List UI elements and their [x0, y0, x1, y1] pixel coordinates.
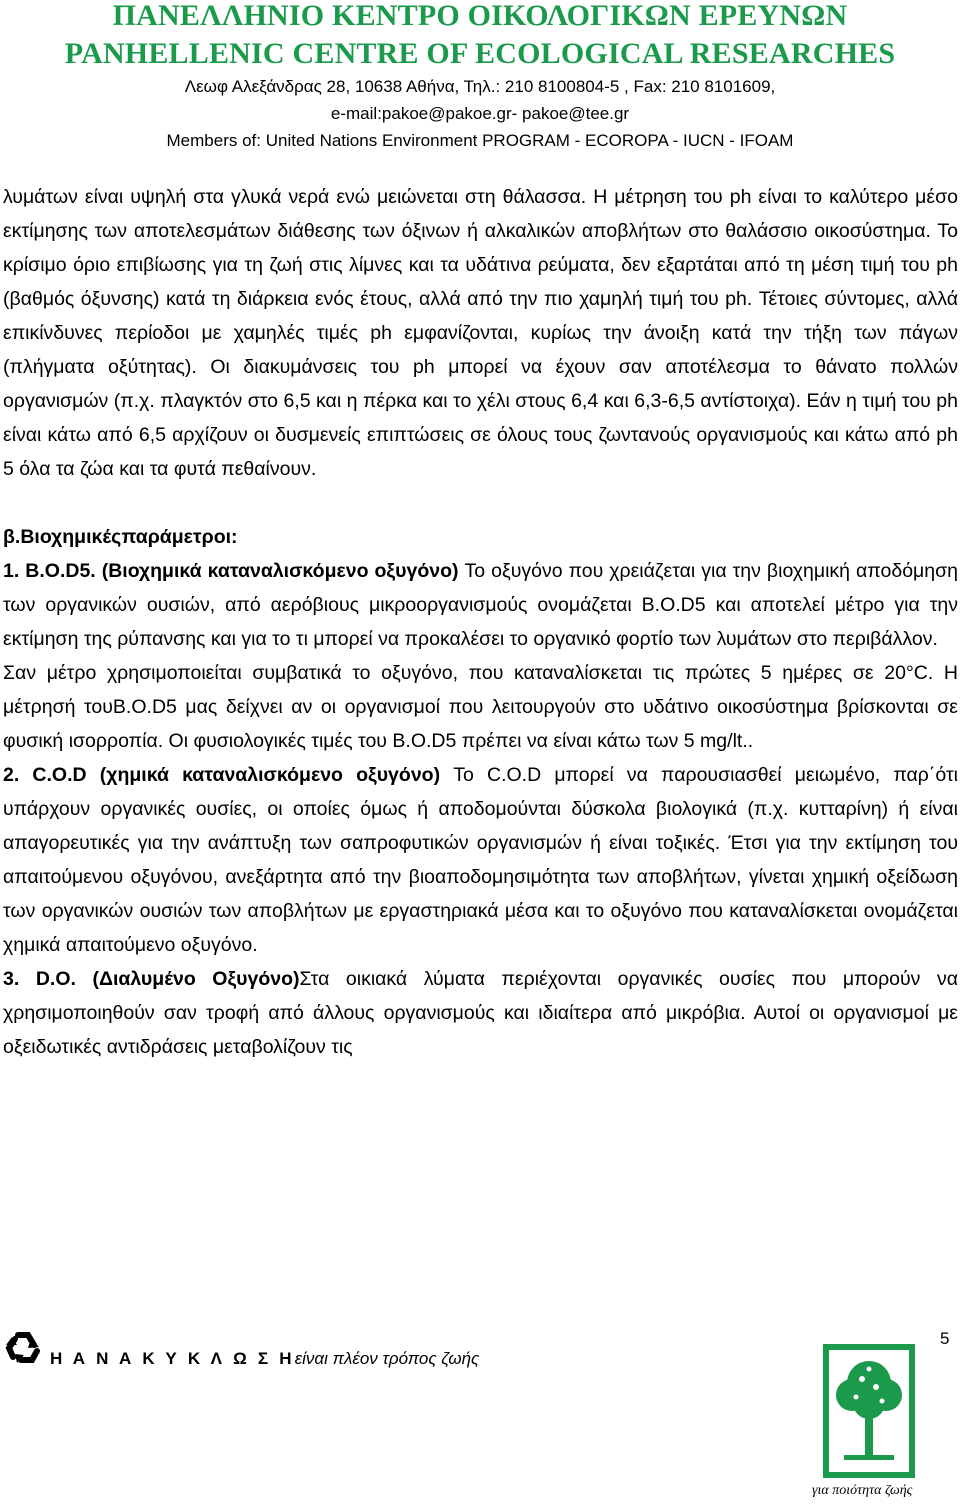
org-memberships: Members of: United Nations Environment PROGRAM - ECOROPA - IUCN - IFOAM [166, 131, 794, 150]
page-number: 5 [940, 1329, 950, 1348]
org-email: e-mail:pakoe@pakoe.gr- pakoe@tee.gr [330, 104, 630, 123]
do-paragraph [3, 962, 958, 1064]
tree-logo-icon [822, 1343, 916, 1479]
letterhead [0, 0, 960, 154]
bod-label: 1. B.O.D5. (Βιοχημικά καταναλισκόμενο οξυγόνο) [3, 560, 459, 582]
do-text: Στα οικιακά λύματα περιέχονται οργανικές ουσίες που μπορούν να χρησιμοποιηθούν σαν τροφή από άλλους οργανισμούς και ιδιαίτερα από μικρόβια. Αυτοί οι οργανισμοί με οξειδωτικές αντιδράσεις μεταβολίζουν τις [3, 968, 958, 1058]
document-body [0, 180, 960, 1064]
cod-text: Το C.O.D μπορεί να παρουσιασθεί μειωμένο, παρ΄ότι υπάρχουν οργανικές ουσίες, οι οποίες όμως ή αποδομούνται δύσκολα βιολογικά (π.χ. κυτταρίνη) ή είναι απαγορευτικές για την ανάπτυξη των σαπροφυτικών οργανισμών ή είναι τοξικές. Έτσι για την εκτίμηση του απαιτούμενου οξυγόνου, ανεξάρτητα από την βιοαποδομησιμότητα των αποβλήτων, γίνεται χημική οξείδωση των οργανικών ουσιών των αποβλήτων με εργαστηριακά μέσα και το οξυγόνο που καταναλίσκεται ονομάζεται χημικά απαιτούμενο οξυγόνο. [3, 764, 959, 956]
bod-paragraph [3, 554, 958, 656]
section-title: β.Βιοχημικέςπαράμετροι: [3, 526, 238, 548]
logo-caption: για ποιότητα ζωής [812, 1483, 913, 1498]
org-address: Λεωφ Αλεξάνδρας 28, 10638 Αθήνα, Τηλ.: 210 8100804-5 , Fax: 210 8101609, [184, 77, 776, 96]
org-name-greek: ΠΑΝΕΛΛΗΝΙΟ ΚΕΝΤΡΟ ΟΙΚΟΛΟΓΙΚΩΝ ΕΡΕΥΝΩΝ [112, 0, 848, 32]
footer-slogan [50, 1349, 479, 1369]
page-footer [0, 1325, 960, 1502]
slogan-rest: είναι πλέον τρόπος ζωής [294, 1349, 480, 1368]
bod-text: Το οξυγόνο που χρειάζεται για την βιοχημική αποδόμηση των οργανικών ουσιών, από αερόβιους μικροοργανισμούς ονομάζεται B.O.D5 και αποτελεί μέτρο για την εκτίμηση της ρύπανσης και για το τι μπορεί να προκαλέσει το οργανικό φορτίο των λυμάτων στο περιβάλλον. [3, 560, 959, 650]
ph-paragraph: λυμάτων είναι υψηλή στα γλυκά νερά ενώ μειώνεται στη θάλασσα. Η μέτρηση του ph είναι το καλύτερο μέσο εκτίμησης των αποτελεσμάτων διάθεσης των όξινων ή αλκαλικών αποβλήτων στο θαλάσσιο οικοσύστημα. Το κρίσιμο όριο επιβίωσης για τη ζωή στις λίμνες και τα υδάτινα ρεύματα, δεν εξαρτάται από τη μέση τιμή του ph (βαθμός όξυνσης) κατά τη διάρκεια ενός έτους, αλλά από την πιο χαμηλή τιμή του ph. Τέτοιες σύντομες, αλλά επικίνδυνες περίοδοι με χαμηλές τιμές ph εμφανίζονται, κυρίως την άνοιξη κατά την τήξη των πάγων (πλήγματα οξύτητας). Οι διακυμάνσεις του ph μπορεί να έχουν σαν αποτέλεσμα το θάνατο πολλών οργανισμών (π.χ. πλαγκτόν στο 6,5 και η πέρκα και το χέλι στους 6,4 και 6,3-6,5 αντίστοιχα). Εάν η τιμή του ph είναι κάτω από 6,5 αρχίζουν οι δυσμενείς επιπτώσεις σε όλους τους ζωντανούς οργανισμούς και κάτω από ph 5 όλα τα ζώα και τα φυτά πεθαίνουν. [3, 186, 958, 480]
cod-label: 2. C.O.D (χημικά καταναλισκόμενο οξυγόνο) [3, 764, 441, 786]
bod-paragraph-2: Σαν μέτρο χρησιμοποιείται συμβατικά το οξυγόνο, που καταναλίσκεται τις πρώτες 5 ημέρες σε 20°C. Η μέτρησή τουB.O.D5 μας δείχνει αν οι οργανισμοί που λειτουργούν στο υδάτινο οικοσύστημα βρίσκονται σε φυσική ισορροπία. Οι φυσιολογικές τιμές του B.O.D5 πρέπει να είναι κάτω των 5 mg/lt.. [3, 662, 958, 752]
org-name-english: PANHELLENIC CENTRE OF ECOLOGICAL RESEARCHES [64, 37, 896, 70]
recycle-icon [4, 1327, 44, 1367]
slogan-spaced: Η Α Ν Α Κ Υ Κ Λ Ω Σ Η [50, 1349, 295, 1368]
cod-paragraph [3, 758, 958, 962]
do-label: 3. D.O. (Διαλυμένο Οξυγόνο) [3, 968, 300, 990]
